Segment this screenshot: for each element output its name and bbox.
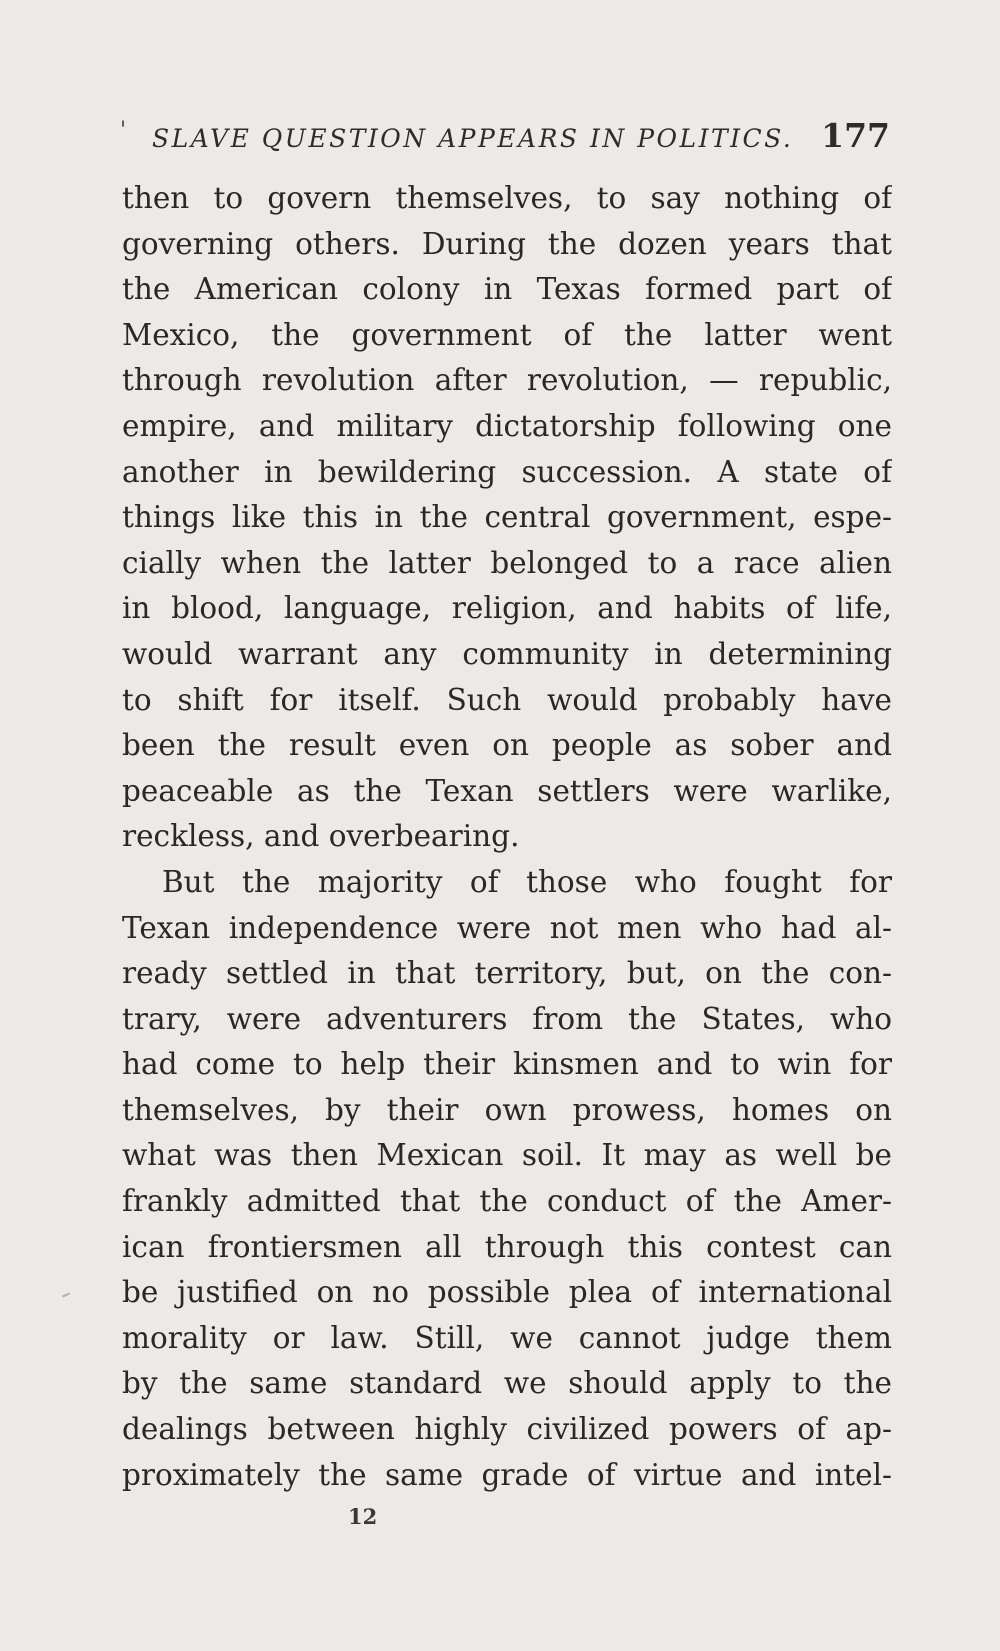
text-line: dealings between highly civilized powers of ap- [122,1412,892,1447]
text-line: empire, and military dictatorship following one [122,408,892,443]
text-line: reckless, and overbearing. [122,819,520,854]
text-line: ican frontiersmen all through this contest can [122,1229,892,1264]
running-title: SLAVE QUESTION APPEARS IN POLITICS. [152,124,794,153]
text-line: Texan independence were not men who had al- [122,910,892,945]
header-tick-mark: ' [120,118,127,143]
text-line: trary, were adventurers from the States, who [122,1001,892,1036]
text-line: been the result even on people as sober and [122,728,892,763]
text-line: had come to help their kinsmen and to win for [122,1047,892,1082]
text-line: be justified on no possible plea of international [122,1275,892,1310]
text-line: morality or law. Still, we cannot judge them [122,1320,892,1355]
text-line: cially when the latter belonged to a race alien [122,545,892,580]
text-line: through revolution after revolution, — republic, [122,363,892,398]
text-line: Mexico, the government of the latter went [122,317,892,352]
text-line: what was then Mexican soil. It may as well be [122,1138,892,1173]
text-line: things like this in the central government, espe- [122,500,892,535]
text-line: ready settled in that territory, but, on the con- [122,956,892,991]
text-line: in blood, language, religion, and habits of life, [122,591,892,626]
text-line: by the same standard we should apply to the [122,1366,892,1401]
text-line: the American colony in Texas formed part of [122,272,892,307]
text-line: But the majority of those who fought for [162,864,892,899]
paragraph [122,176,892,860]
margin-mark [62,1292,70,1297]
text-line: frankly admitted that the conduct of the Amer- [122,1184,892,1219]
signature-mark: 12 [348,1504,378,1529]
text-line: to shift for itself. Such would probably have [122,682,892,717]
text-line: would warrant any community in determining [122,636,892,671]
body-text [122,176,892,1498]
paragraph [122,860,892,1498]
text-line: proximately the same grade of virtue and intel- [122,1457,892,1492]
page-number: 177 [821,116,890,155]
text-line: governing others. During the dozen years that [122,226,892,261]
text-line: another in bewildering succession. A state of [122,454,892,489]
text-line: peaceable as the Texan settlers were warlike, [122,773,892,808]
text-line: then to govern themselves, to say nothing of [122,181,892,215]
text-line: themselves, by their own prowess, homes on [122,1092,892,1127]
running-head [122,116,890,160]
